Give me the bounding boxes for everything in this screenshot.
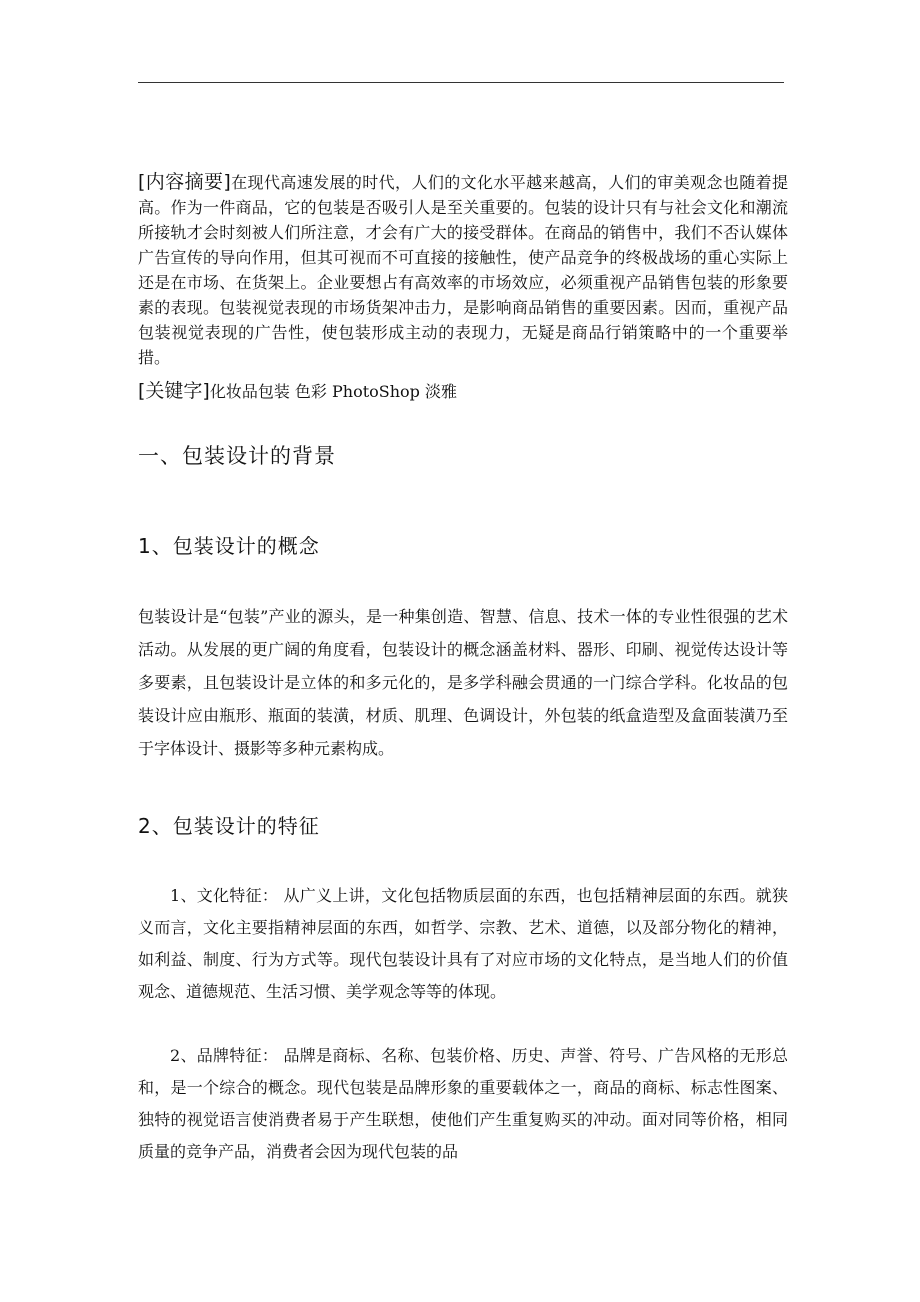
section-heading: 一、包装设计的背景 xyxy=(138,444,336,468)
culture-feature-paragraph: 1、文化特征： 从广义上讲，文化包括物质层面的东西，也包括精神层面的东西。就狭义而言，文化主要指精神层面的东西，如哲学、宗教、艺术、道德，以及部分物化的精神，如利益、制度、行为方式等。现代包装设计具有了对应市场的文化特点，是当地人们的价值观念、道德规范、生活习惯、美学观念等等的体现。 xyxy=(138,886,788,1001)
concept-paragraph: 包装设计是“包装”产业的源头，是一种集创造、智慧、信息、技术一体的专业性很强的艺术活动。从发展的更广阔的角度看，包装设计的概念涵盖材料、器形、印刷、视觉传达设计等多要素，且包装设计是立体的和多元化的，是多学科融会贯通的一门综合学科。化妆品的包装设计应由瓶形、瓶面的装潢，材质、肌理、色调设计，外包装的纸盒造型及盒面装潢乃至于字体设计、摄影等多种元素构成。 xyxy=(138,607,788,758)
header-rule xyxy=(138,82,784,83)
keywords-line xyxy=(138,377,788,406)
abstract-paragraph xyxy=(138,170,788,370)
brand-feature-paragraph: 2、品牌特征： 品牌是商标、名称、包装价格、历史、声誉、符号、广告风格的无形总和，是一个综合的概念。现代包装是品牌形象的重要载体之一，商品的商标、标志性图案、独特的视觉语言使消费者易于产生联想，使他们产生重复购买的冲动。面对同等价格，相同质量的竞争产品，消费者会因为现代包装的品 xyxy=(138,1046,788,1161)
keywords-text: 化妆品包装 色彩 PhotoShop 淡雅 xyxy=(209,382,457,401)
abstract-tag: [内容摘要] xyxy=(138,171,231,193)
abstract-text: 在现代高速发展的时代，人们的文化水平越来越高，人们的审美观念也随着提高。作为一件商品，它的包装是否吸引人是至关重要的。包装的设计只有与社会文化和潮流所接轨才会时刻被人们所注意，才会有广大的接受群体。在商品的销售中，我们不否认媒体广告宣传的导向作用，但其可视而不可直接的接触性，使产品竞争的终极战场的重心实际上还是在市场、在货架上。企业要想占有高效率的市场效应，必须重视产品销售包装的形象要素的表现。包装视觉表现的市场货架冲击力，是影响商品销售的重要因素。因而，重视产品包装视觉表现的广告性，使包装形成主动的表现力，无疑是商品行销策略中的一个重要举措。 xyxy=(138,173,788,367)
subsection-heading-features: 2、包装设计的特征 xyxy=(138,814,320,838)
subsection-heading-concept: 1、包装设计的概念 xyxy=(138,534,320,558)
keywords-tag: [关键字] xyxy=(138,380,210,402)
